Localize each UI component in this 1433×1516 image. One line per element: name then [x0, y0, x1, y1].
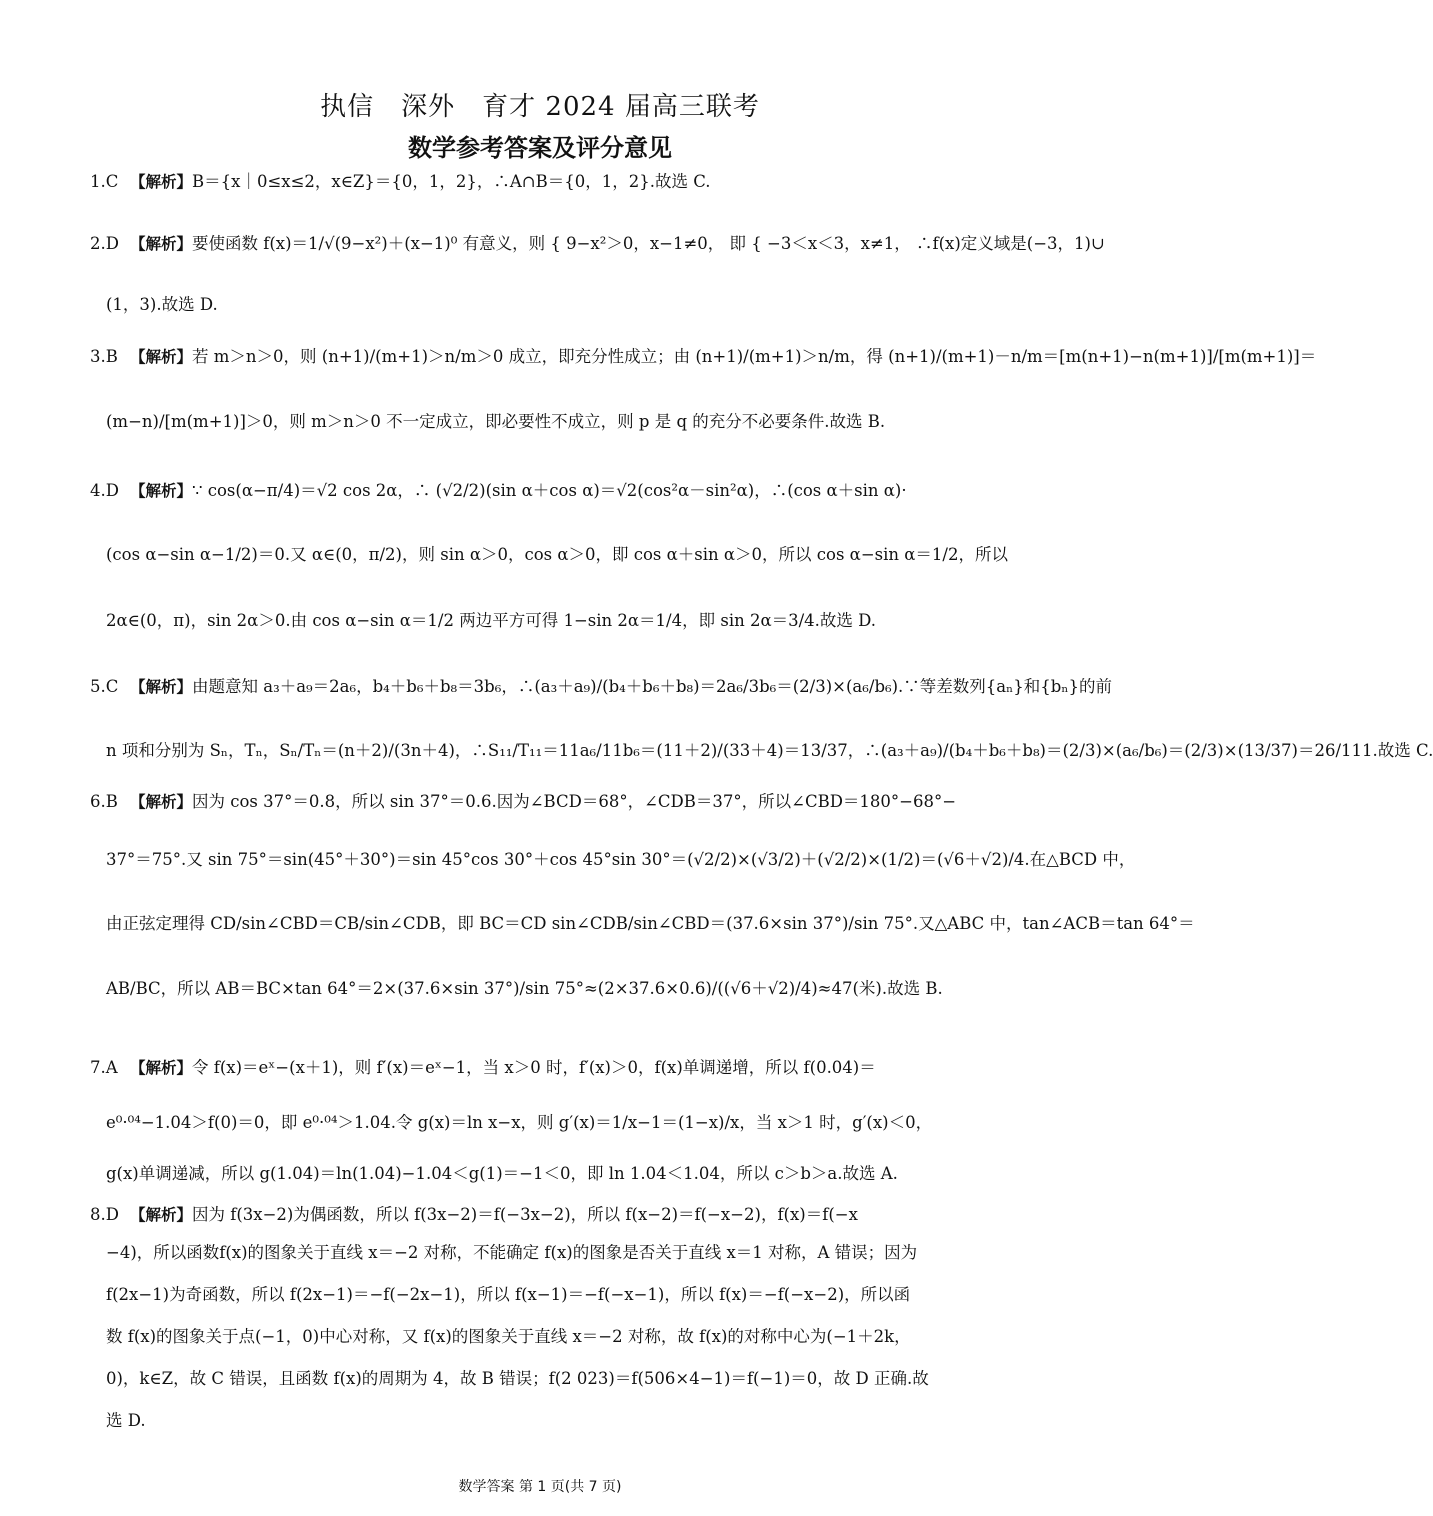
answer-2-line-2: (1，3).故选 D. [106, 295, 218, 314]
answer-8-line-4: 数 f(x)的图象关于点(−1，0)中心对称，又 f(x)的图象关于直线 x＝−2 对称，故 f(x)的对称中心为(−1＋2k， [106, 1327, 911, 1346]
answer-8-line-5: 0)，k∈Z，故 C 错误，且函数 f(x)的周期为 4，故 B 错误；f(2 023)＝f(506×4−1)＝f(−1)＝0，故 D 正确.故 [106, 1369, 929, 1388]
answer-number: 8.D [90, 1205, 119, 1224]
analysis-tag: 【解析】 [130, 1206, 193, 1224]
answer-8-line-3: f(2x−1)为奇函数，所以 f(2x−1)＝−f(−2x−1)，所以 f(x−1)＝−f(−x−1)，所以 f(x)＝−f(−x−2)，所以函 [106, 1285, 911, 1304]
answer-text: 由题意知 a₃＋a₉＝2a₆，b₄＋b₆＋b₈＝3b₆，∴(a₃＋a₉)/(b₄＋b₆＋b₈)＝2a₆/3b₆＝(2/3)×(a₆/b₆).∵等差数列{aₙ}和{bₙ}的前 [192, 677, 1112, 696]
answer-8-line-2: −4)，所以函数f(x)的图象关于直线 x＝−2 对称，不能确定 f(x)的图象是否关于直线 x＝1 对称，A 错误；因为 [106, 1243, 918, 1262]
answer-number: 4.D [90, 481, 119, 500]
answer-text: 令 f(x)＝eˣ−(x＋1)，则 f′(x)＝eˣ−1，当 x＞0 时，f′(x)＞0，f(x)单调递增，所以 f(0.04)＝ [192, 1058, 876, 1077]
answer-7-line-3: g(x)单调递减，所以 g(1.04)＝ln(1.04)−1.04＜g(1)＝−1＜0，即 ln 1.04＜1.04，所以 c＞b＞a.故选 A. [106, 1164, 898, 1183]
answer-4-line-1 [90, 479, 990, 503]
answer-number: 6.B [90, 792, 118, 811]
answer-3-line-1 [90, 345, 1317, 369]
answer-text: 因为 cos 37°＝0.8，所以 sin 37°＝0.6.因为∠BCD＝68°，∠CDB＝37°，所以∠CBD＝180°−68°− [192, 792, 957, 811]
analysis-tag: 【解析】 [130, 173, 193, 191]
answer-number: 3.B [90, 347, 118, 366]
answer-number: 2.D [90, 234, 119, 253]
analysis-tag: 【解析】 [130, 1059, 193, 1077]
answer-6-line-3: 由正弦定理得 CD/sin∠CBD＝CB/sin∠CDB，即 BC＝CD sin∠CDB/sin∠CBD＝(37.6×sin 37°)/sin 75°.又△ABC 中，tan∠ACB＝tan 64°＝ [106, 914, 1195, 933]
page-title: 执信 深外 育才 2024 届高三联考 [320, 92, 760, 122]
analysis-tag: 【解析】 [130, 678, 193, 696]
answer-1-line-1 [90, 170, 990, 194]
answer-8-line-1 [90, 1203, 990, 1227]
answer-6-line-1 [90, 790, 990, 814]
answer-number: 1.C [90, 172, 119, 191]
answer-6-line-4: AB/BC，所以 AB＝BC×tan 64°＝2×(37.6×sin 37°)/sin 75°≈(2×37.6×0.6)/((√6＋√2)/4)≈47(米).故选 B. [106, 979, 943, 998]
answer-2-line-1 [90, 232, 1105, 256]
answer-text: 若 m＞n＞0，则 (n+1)/(m+1)＞n/m＞0 成立，即充分性成立；由 (n+1)/(m+1)＞n/m，得 (n+1)/(m+1)－n/m＝[m(n+1)−n(m+1)]/[m(m+1)]＝ [192, 347, 1317, 366]
answer-5-line-1 [90, 675, 1112, 699]
analysis-tag: 【解析】 [130, 235, 193, 253]
answer-text: B＝{x｜0≤x≤2，x∈Z}＝{0，1，2}，∴A∩B＝{0，1，2}.故选 C. [192, 172, 711, 191]
answer-4-line-2: (cos α−sin α−1/2)＝0.又 α∈(0，π/2)，则 sin α＞0，cos α＞0，即 cos α＋sin α＞0，所以 cos α−sin α＝1/2，所以 [106, 545, 1008, 564]
analysis-tag: 【解析】 [130, 348, 193, 366]
answer-number: 7.A [90, 1058, 118, 1077]
answer-text: ∵ cos(α−π/4)＝√2 cos 2α，∴ (√2/2)(sin α＋cos α)＝√2(cos²α－sin²α)，∴(cos α＋sin α)· [192, 481, 907, 500]
answer-number: 5.C [90, 677, 119, 696]
answer-7-line-1 [90, 1056, 990, 1080]
answer-text: 要使函数 f(x)＝1/√(9−x²)＋(x−1)⁰ 有意义，则 { 9−x²＞0，x−1≠0， 即 { −3＜x＜3，x≠1， ∴f(x)定义域是(−3，1)∪ [192, 234, 1105, 253]
answer-4-line-3: 2α∈(0，π)，sin 2α＞0.由 cos α−sin α＝1/2 两边平方可得 1−sin 2α＝1/4，即 sin 2α＝3/4.故选 D. [106, 611, 877, 630]
page-subtitle: 数学参考答案及评分意见 [408, 134, 672, 162]
answer-text: 因为 f(3x−2)为偶函数，所以 f(3x−2)＝f(−3x−2)，所以 f(x−2)＝f(−x−2)，f(x)＝f(−x [192, 1205, 858, 1224]
page-footer: 数学答案 第 1 页(共 7 页) [458, 1479, 622, 1495]
answer-3-line-2: (m−n)/[m(m+1)]＞0，则 m＞n＞0 不一定成立，即必要性不成立，则 p 是 q 的充分不必要条件.故选 B. [106, 412, 886, 431]
answer-6-line-2: 37°＝75°.又 sin 75°＝sin(45°＋30°)＝sin 45°cos 30°＋cos 45°sin 30°＝(√2/2)×(√3/2)＋(√2/2)×(1/2)＝(√6＋√2)/4.在△BCD 中， [106, 850, 1136, 869]
answer-8-line-6: 选 D. [106, 1411, 146, 1430]
analysis-tag: 【解析】 [130, 482, 193, 500]
analysis-tag: 【解析】 [130, 793, 193, 811]
answer-7-line-2: e⁰·⁰⁴−1.04＞f(0)＝0，即 e⁰·⁰⁴＞1.04.令 g(x)＝ln x−x，则 g′(x)＝1/x−1＝(1−x)/x，当 x＞1 时，g′(x)＜0， [106, 1113, 933, 1132]
answer-5-line-2: n 项和分别为 Sₙ，Tₙ，Sₙ/Tₙ＝(n＋2)/(3n＋4)，∴S₁₁/T₁₁＝11a₆/11b₆＝(11＋2)/(33＋4)＝13/37，∴(a₃＋a₉)/(b₄＋b₆＋b₈)＝(2/3)×(a₆/b₆)＝(2/3)×(13/37)＝26/111.故选 C. [106, 741, 1433, 760]
